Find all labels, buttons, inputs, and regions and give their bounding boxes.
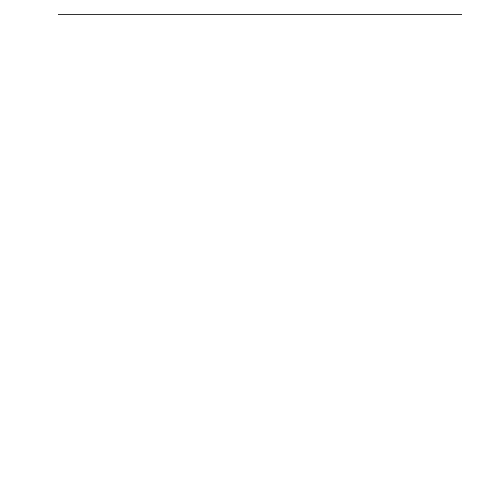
running-header [58,0,462,15]
